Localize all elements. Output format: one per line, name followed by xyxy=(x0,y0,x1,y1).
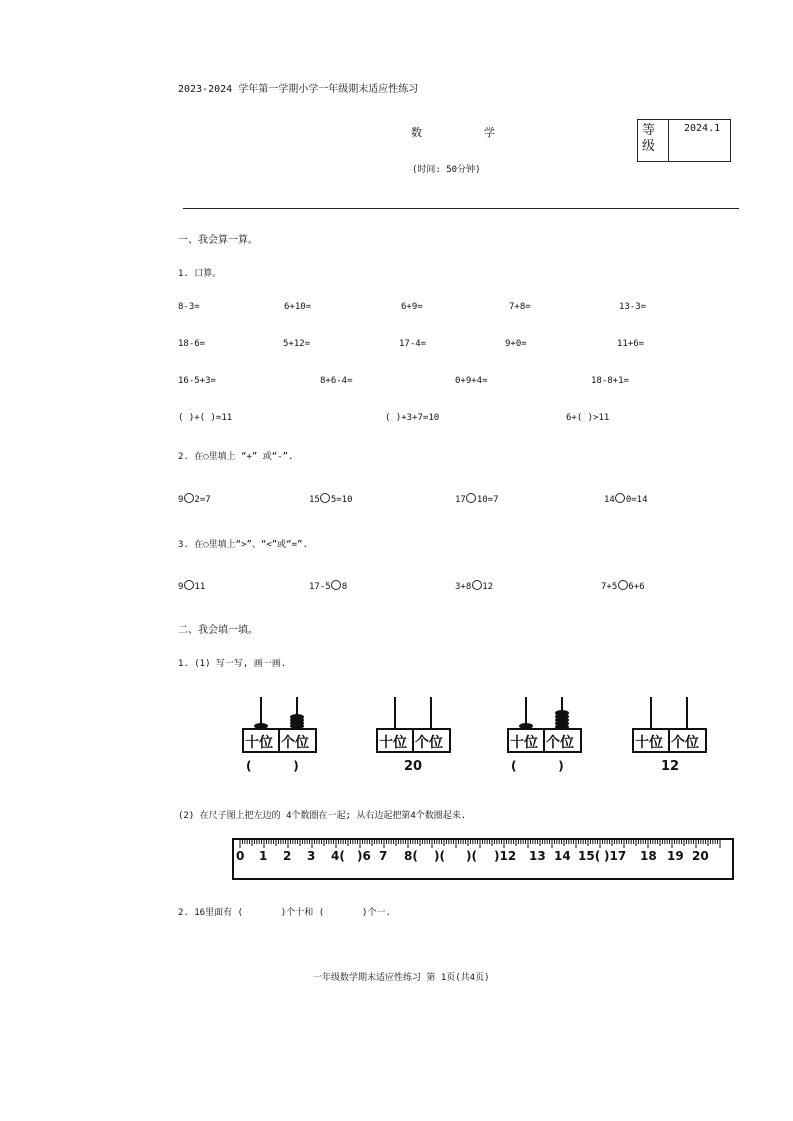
abacus xyxy=(632,695,707,780)
q2-text: 2. 16里面有 ( )个十和 ( )个一. xyxy=(178,908,391,918)
calc-item: 11+6= xyxy=(617,339,645,349)
circle-blank xyxy=(184,493,194,503)
abacus xyxy=(376,695,451,780)
calc-item: 13-3= xyxy=(619,302,647,312)
operator-item: 14 0=14 xyxy=(604,495,648,505)
calc-item: 0+9+4= xyxy=(455,376,488,386)
circle-blank xyxy=(618,580,628,590)
ruler-label: 13 xyxy=(529,849,546,863)
circle-blank xyxy=(320,493,330,503)
time-limit: (时间: 50分钟) xyxy=(412,165,481,175)
abacus xyxy=(507,695,582,780)
operator-item: 9 2=7 xyxy=(178,495,211,505)
ruler-label: 1 xyxy=(259,849,268,863)
tens-label: 十位 xyxy=(379,735,407,751)
ruler-label: 15( xyxy=(578,849,601,863)
calc-item: 16-5+3= xyxy=(178,376,216,386)
ones-label: 个位 xyxy=(546,735,574,751)
calc-item: 8-3= xyxy=(178,302,200,312)
ruler-label: 2 xyxy=(283,849,292,863)
ones-label: 个位 xyxy=(281,735,309,751)
abacus-caption: ( ) xyxy=(511,759,564,773)
fill-blank-item: 6+( )>11 xyxy=(566,413,610,423)
q1a-title: 1. (1) 写一写, 画一画. xyxy=(178,659,287,669)
ones-label: 个位 xyxy=(671,735,699,751)
ruler-label: 20 xyxy=(692,849,709,863)
ruler-label: 7 xyxy=(379,849,388,863)
circle-blank xyxy=(466,493,476,503)
calc-item: 5+12= xyxy=(283,339,311,349)
q1b-title: (2) 在尺子图上把左边的 4个数圈在一起; 从右边起把第4个数圈起来. xyxy=(178,811,467,821)
calc-item: 6+10= xyxy=(284,302,312,312)
grade-box xyxy=(637,119,731,162)
calc-item: 8+6-4= xyxy=(320,376,353,386)
operator-item: 15 5=10 xyxy=(309,495,353,505)
section1-title: 一、我会算一算。 xyxy=(178,235,258,246)
tens-label: 十位 xyxy=(635,735,663,751)
page-footer: 一年级数学期末适应性练习 第 1页(共4页) xyxy=(313,973,490,983)
ruler-label: )17 xyxy=(604,849,627,863)
subject-char: 学 xyxy=(484,126,495,139)
calc-item: 18-6= xyxy=(178,339,206,349)
compare-item: 9 11 xyxy=(178,582,206,592)
abacus-caption: 12 xyxy=(661,759,680,774)
fill-blank-item: ( )+3+7=10 xyxy=(385,413,440,423)
ruler-label: )( xyxy=(466,849,477,863)
header-divider xyxy=(183,208,739,209)
abacus-caption: ( ) xyxy=(246,759,299,773)
ruler-label: )( xyxy=(434,849,445,863)
ruler-label: 0 xyxy=(236,849,245,863)
compare-item: 17-5 8 xyxy=(309,582,348,592)
ruler-label: 3 xyxy=(307,849,316,863)
ruler-label: )6 xyxy=(357,849,371,863)
compare-item: 3+8 12 xyxy=(455,582,494,592)
circle-blank xyxy=(331,580,341,590)
ruler-label: 4( xyxy=(331,849,345,863)
tens-label: 十位 xyxy=(510,735,538,751)
section2-title: 二、我会填一填。 xyxy=(178,625,258,636)
ones-label: 个位 xyxy=(415,735,443,751)
compare-item: 7+5 6+6 xyxy=(601,582,645,592)
grade-label: 等级 xyxy=(642,123,656,154)
q1-title: 1. 口算。 xyxy=(178,269,222,279)
ruler-label: 18 xyxy=(640,849,657,863)
calc-item: 17-4= xyxy=(399,339,427,349)
operator-item: 17 10=7 xyxy=(455,495,499,505)
subject-title xyxy=(411,124,495,140)
paper-title: 2023-2024 学年第一学期小学一年级期末适应性练习 xyxy=(178,84,419,95)
subject-char: 数 xyxy=(411,126,422,139)
ruler-label: 8( xyxy=(404,849,418,863)
calc-item: 9+0= xyxy=(505,339,527,349)
q2-title: 2. 在○里填上 “+” 或“-”. xyxy=(178,452,294,462)
fill-blank-item: ( )+( )=11 xyxy=(178,413,233,423)
calc-item: 6+9= xyxy=(401,302,423,312)
ruler-label: 14 xyxy=(554,849,571,863)
ruler-label: )12 xyxy=(494,849,517,863)
calc-item: 18-8+1= xyxy=(591,376,629,386)
ruler-label: 19 xyxy=(667,849,684,863)
circle-blank xyxy=(184,580,194,590)
tens-label: 十位 xyxy=(245,735,273,751)
abacus xyxy=(242,695,317,780)
ruler xyxy=(232,838,734,880)
circle-blank xyxy=(615,493,625,503)
q3-title: 3. 在○里填上“>”、“<”或“=”. xyxy=(178,540,308,550)
abacus-caption: 20 xyxy=(404,759,423,774)
exam-date: 2024.1 xyxy=(684,123,721,134)
circle-blank xyxy=(472,580,482,590)
calc-item: 7+8= xyxy=(509,302,531,312)
